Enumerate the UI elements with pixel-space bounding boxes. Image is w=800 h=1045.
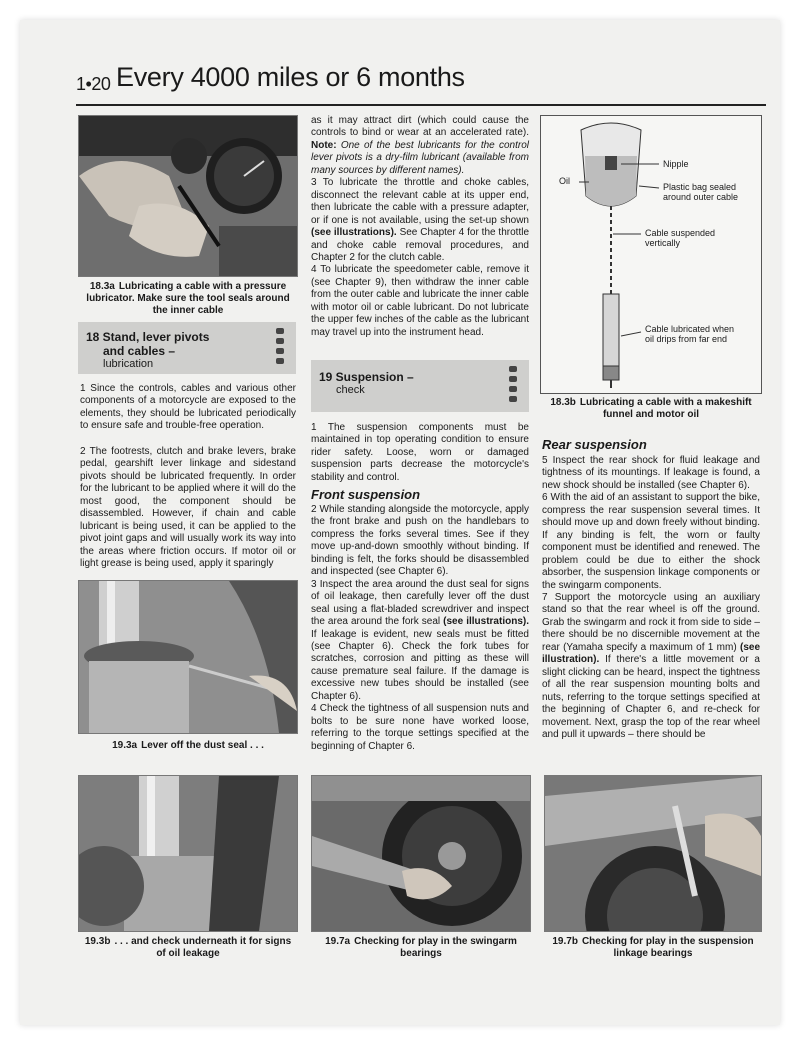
page-number: 1•20 bbox=[76, 74, 111, 94]
photo-19-7a bbox=[311, 775, 531, 932]
caption-19-3a: 19.3a Lever off the dust seal . . . bbox=[112, 740, 264, 751]
caption-18-3a: 18.3a Lubricating a cable with a pressure lubricator. Make sure the tool seals around the inner cable bbox=[86, 281, 290, 316]
section-18-heading-1: 18 Stand, lever pivots bbox=[86, 330, 210, 344]
section-19-paragraph-1: 1 The suspension components must be maintained in top operating condition to ensure rider safety. Loose, worn or damaged suspension parts decrease the motorcycle's stability and control. bbox=[311, 422, 529, 483]
caption-18-3b: 18.3b Lubricating a cable with a makeshift funnel and motor oil bbox=[550, 397, 752, 420]
page-title: Every 4000 miles or 6 months bbox=[116, 62, 465, 92]
caption-19-3b: 19.3b . . . and check underneath it for signs of oil leakage bbox=[84, 936, 292, 959]
photo-19-3a bbox=[78, 580, 298, 734]
diagram-label-suspended: Cable suspended vertically bbox=[645, 228, 716, 248]
photo-19-7b bbox=[544, 775, 762, 932]
caption-19-7a: 19.7a Checking for play in the swingarm bearings bbox=[325, 936, 517, 959]
header-rule bbox=[76, 104, 766, 106]
section-19-subheading: check bbox=[336, 384, 365, 396]
difficulty-wrench-icon bbox=[272, 326, 288, 370]
caption-19-7b: 19.7b Checking for play in the suspension linkage bearings bbox=[552, 936, 754, 959]
diagram-label-oil: Oil bbox=[559, 176, 570, 186]
diagram-18-3b bbox=[540, 115, 762, 394]
section-18-paragraph-2: 2 The footrests, clutch and brake levers, brake pedal, gearshift lever linkage and sidestand pivots should be lubricated frequently. In order for the lubricant to be applied where it will do the most good, the component should be disassembled. However, if chain and cable lubricant is being used, it can be applied to the pivot joint gaps and will usually work its way into the areas where friction occurs. If motor oil or light grease is being used, apply it sparingly bbox=[80, 446, 296, 570]
section-19-heading: 19 Suspension – bbox=[319, 370, 414, 384]
section-18-paragraph-1: 1 Since the controls, cables and various other components of a motorcycle are exposed to the elements, they should be lubricated periodically to ensure safe and trouble-free operation. bbox=[80, 383, 296, 432]
diagram-label-nipple: Nipple bbox=[663, 159, 689, 169]
section-18-subheading: lubrication bbox=[103, 358, 154, 370]
section-18-paragraph-cont: as it may attract dirt (which could cause the controls to bind or wear at an accelerated rate). Note: One of the best lubricants for the control lever pivots is a dry-film lubricant (available from many sources by different names). 3 To lubricate the throttle and choke cables, disconnect the relevant cable at its upper end, then lubricate the cable with a pressure adapter, or if one is not available, using the set-up shown (see illustrations). See Chapter 4 for the throttle and choke cable removal procedures, and Chapter 2 for the clutch cable. 4 To lubricate the speedometer cable, remove it (see Chapter 9), then withdraw the inner cable from the outer cable and lubricate the inner cable with motor oil or cable lubricant. Do not lubricate the upper few inches of the cable as the lubricant may travel up into the instrument head. bbox=[311, 115, 530, 338]
photo-18-3a bbox=[78, 115, 298, 277]
section-19-paragraphs: 2 While standing alongside the motorcycle, apply the front brake and push on the handlebars to compress the forks several times. See if they move up-and-down smoothly without binding. If binding is felt, the forks should be disassembled and inspected (see Chapter 6). 3 Inspect the area around the dust seal for signs of oil leakage, then carefully lever off the dust seal using a flat-bladed screwdriver and inspect the area around the fork seal (see illustrations). If leakage is evident, new seals must be fitted (see Chapter 6). Check the fork tubes for scratches, corrosion and pitting as these will cause premature seal failure. If the damage is excessive new tubes should be installed (see Chapter 6). 4 Check the tightness of all suspension nuts and bolts to be sure none have worked loose, referring to the torque settings specified at the beginning of Chapter 6. bbox=[311, 504, 529, 752]
diagram-label-bag: Plastic bag sealed around outer cable bbox=[663, 182, 739, 202]
diagram-label-lubricated: Cable lubricated when oil drips from far end bbox=[645, 324, 735, 344]
rear-suspension-paragraphs: 5 Inspect the rear shock for fluid leakage and tightness of its mountings. If leakage is found, a new shock should be installed (see Chapter 6). 6 With the aid of an assistant to support the bike, compress the rear suspension several times. It should move up and down freely without binding. If any binding is felt, the worn or faulty component must be identified and renewed. The problem could be due to either the shock absorber, the suspension linkage components or the swingarm components. 7 Support the motorcycle using an auxiliary stand so that the rear wheel is off the ground. Grab the swingarm and rock it from side to side – there should be no discernible movement at the rear (Yamaha specify a maximum of 1 mm) (see illustration). If there's a little movement or a slight clicking can be heard, inspect the tightness of all the rear suspension mounting bolts and nuts, referring to the torque settings specified at the beginning of Chapter 6, and re-check for movement. Next, grasp the top of the rear wheel and pull it upwards – there should be bbox=[542, 455, 760, 740]
difficulty-wrench-icon-2 bbox=[505, 364, 521, 408]
front-suspension-heading: Front suspension bbox=[311, 487, 421, 502]
rear-suspension-heading: Rear suspension bbox=[542, 437, 647, 452]
section-18-heading-2: and cables – bbox=[103, 344, 176, 358]
photo-19-3b bbox=[78, 775, 298, 932]
